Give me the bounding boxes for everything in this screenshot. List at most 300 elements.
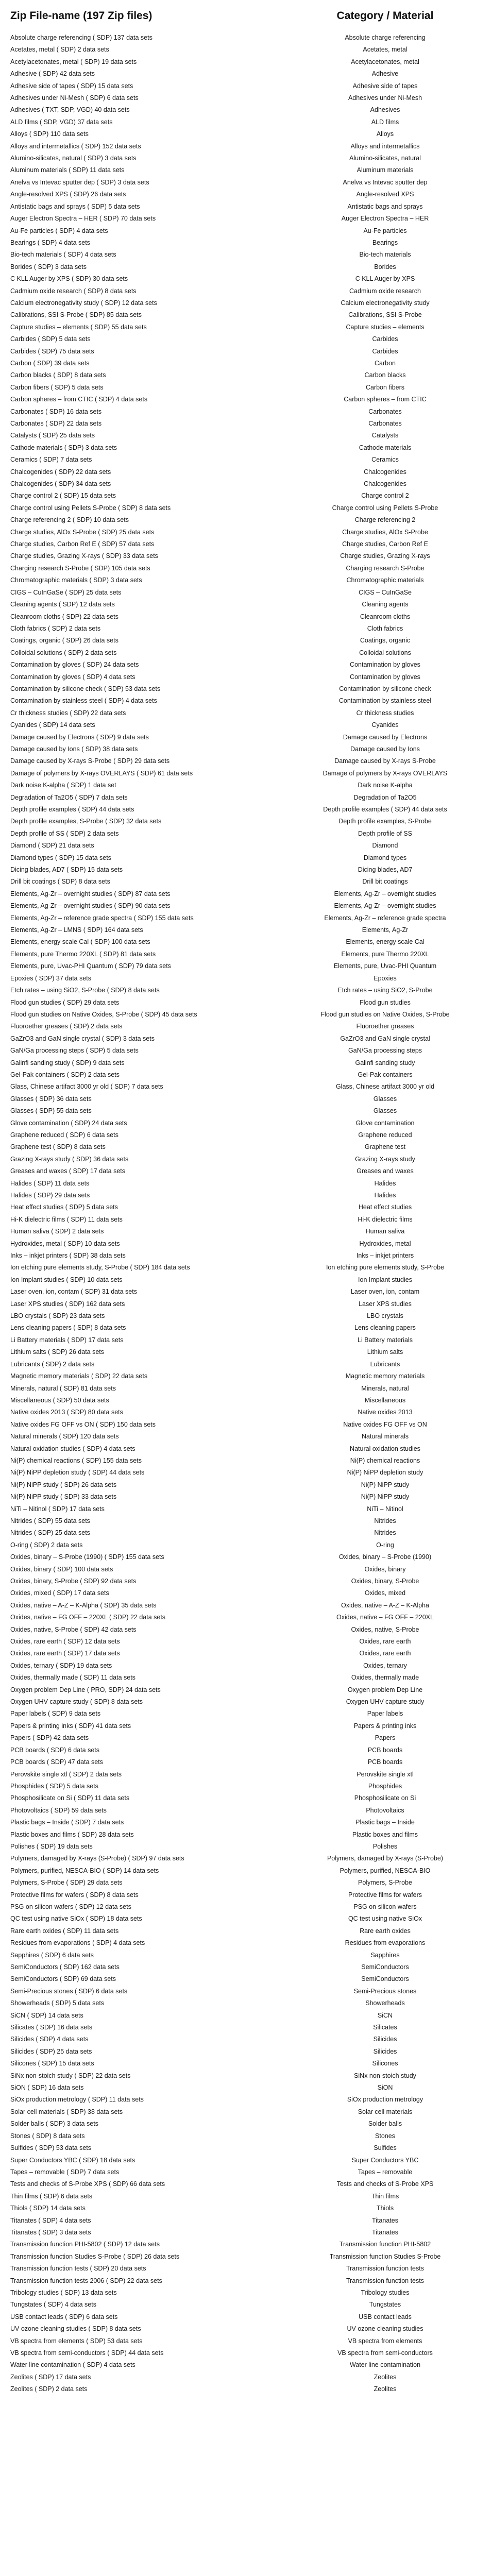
zip-file-name-cell: GaZrO3 and GaN single crystal ( SDP) 3 data sets (10, 1035, 155, 1042)
category-cell: Chromatographic materials (346, 577, 424, 584)
category-cell: Carbon spheres – from CTIC (344, 396, 427, 403)
table-body (10, 32, 471, 2396)
zip-file-name-cell: Li Battery materials ( SDP) 17 data sets (10, 1336, 124, 1344)
table-row (10, 1539, 471, 1551)
zip-file-name-cell: Charging research S-Probe ( SDP) 105 data sets (10, 564, 150, 572)
table-row (10, 924, 471, 936)
category-cell: Colloidal solutions (359, 649, 411, 656)
table-row (10, 960, 471, 972)
zip-file-name-cell: Stones ( SDP) 8 data sets (10, 2132, 85, 2140)
zip-file-name-cell: Cyanides ( SDP) 14 data sets (10, 721, 95, 729)
zip-file-name-cell: Rare earth oxides ( SDP) 11 data sets (10, 1927, 119, 1935)
header-zip-file-name: Zip File-name (197 Zip files) (10, 10, 152, 22)
zip-file-name-cell: ALD films ( SDP, VGD) 37 data sets (10, 118, 113, 126)
category-cell: Tungstates (369, 2301, 401, 2309)
table-row (10, 2275, 471, 2287)
category-cell: LBO crystals (367, 1312, 403, 1320)
category-cell: Damage caused by Electrons (343, 733, 428, 741)
category-cell: SiON (377, 2084, 393, 2092)
category-cell: Cyanides (371, 721, 399, 729)
zip-file-name-cell: Carbon ( SDP) 39 data sets (10, 359, 90, 367)
table-row (10, 1021, 471, 1032)
zip-file-name-cell: Carbonates ( SDP) 22 data sets (10, 420, 102, 427)
zip-file-name-cell: Colloidal solutions ( SDP) 2 data sets (10, 649, 117, 656)
table-row (10, 997, 471, 1009)
zip-file-name-cell: Magnetic memory materials ( SDP) 22 data sets (10, 1372, 148, 1380)
category-cell: Native oxides 2013 (358, 1409, 413, 1416)
category-cell: Charge control using Pellets S-Probe (332, 504, 438, 512)
zip-file-name-cell: Dark noise K-alpha ( SDP) 1 data set (10, 782, 116, 789)
table-row (10, 382, 471, 394)
zip-file-name-cell: Calcium electronegativity study ( SDP) 12 data sets (10, 299, 157, 307)
table-row (10, 840, 471, 852)
table-row (10, 1262, 471, 1274)
category-cell: Oxides, native – A-Z – K-Alpha (341, 1601, 429, 1609)
table-header-row (10, 9, 471, 32)
category-cell: Capture studies – elements (346, 323, 425, 331)
table-row (10, 683, 471, 695)
table-row (10, 1298, 471, 1310)
category-cell: Laser XPS studies (359, 1300, 412, 1308)
table-row (10, 2227, 471, 2239)
table-row (10, 1889, 471, 1901)
table-row (10, 2323, 471, 2335)
table-row (10, 611, 471, 623)
zip-file-name-cell: Carbon spheres – from CTIC ( SDP) 4 data sets (10, 396, 148, 403)
category-cell: Calcium electronegativity study (341, 299, 430, 307)
table-row (10, 189, 471, 200)
zip-file-name-cell: Depth profile of SS ( SDP) 2 data sets (10, 829, 119, 837)
table-row (10, 1937, 471, 1949)
table-row (10, 1406, 471, 1418)
category-cell: Stones (375, 2132, 395, 2140)
category-cell: Oxides, rare earth (359, 1638, 411, 1646)
table-row (10, 1986, 471, 1997)
zip-file-name-cell: Flood gun studies ( SDP) 29 data sets (10, 998, 120, 1006)
category-cell: Oxides, binary, S-Probe (351, 1578, 419, 1585)
category-cell: Phosphides (368, 1782, 402, 1790)
zip-file-name-cell: Laser oven, ion, contam ( SDP) 31 data sets (10, 1288, 137, 1296)
category-cell: Nitrides (374, 1517, 396, 1524)
category-cell: Charging research S-Probe (346, 564, 425, 572)
table-row (10, 1769, 471, 1781)
table-row (10, 719, 471, 731)
table-row (10, 2046, 471, 2058)
table-row (10, 852, 471, 864)
category-cell: Diamond types (363, 854, 407, 861)
category-cell: Charge control 2 (361, 492, 409, 500)
zip-file-name-cell: Damage of polymers by X-rays OVERLAYS ( SDP) 61 data sets (10, 769, 193, 777)
category-cell: Graphene reduced (358, 1131, 412, 1139)
category-cell: Tapes – removable (358, 2168, 413, 2176)
table-row (10, 1817, 471, 1828)
table-row (10, 985, 471, 996)
zip-file-name-cell: LBO crystals ( SDP) 23 data sets (10, 1312, 105, 1320)
category-cell: Elements, Ag-Zr – overnight studies (334, 890, 436, 897)
table-row (10, 1829, 471, 1841)
zip-file-name-cell: Tribology studies ( SDP) 13 data sets (10, 2289, 117, 2296)
table-row (10, 490, 471, 502)
table-row (10, 1503, 471, 1515)
table-row (10, 394, 471, 405)
zip-file-name-cell: Hydroxides, metal ( SDP) 10 data sets (10, 1240, 120, 1247)
zip-file-name-cell: Native oxides 2013 ( SDP) 80 data sets (10, 1409, 123, 1416)
category-cell: Thiols (376, 2205, 394, 2212)
table-row (10, 2178, 471, 2190)
category-cell: Ni(P) NiPP depletion study (347, 1469, 423, 1477)
category-cell: Super Conductors YBC (351, 2156, 419, 2164)
zip-file-name-cell: Lubricants ( SDP) 2 data sets (10, 1360, 95, 1368)
zip-file-name-cell: Transmission function PHI-5802 ( SDP) 12 data sets (10, 2241, 160, 2248)
table-row (10, 285, 471, 297)
zip-file-name-cell: Coatings, organic ( SDP) 26 data sets (10, 637, 118, 645)
category-cell: Heat effect studies (358, 1204, 412, 1211)
table-row (10, 1165, 471, 1177)
zip-file-name-cell: Elements, energy scale Cal ( SDP) 100 data sets (10, 938, 150, 946)
table-row (10, 1575, 471, 1587)
category-cell: Carbides (372, 335, 398, 343)
zip-file-name-cell: USB contact leads ( SDP) 6 data sets (10, 2313, 118, 2320)
category-cell: Drill bit coatings (362, 878, 408, 886)
table-row (10, 1214, 471, 1226)
category-cell: Papers & printing inks (353, 1722, 417, 1730)
category-cell: Charge referencing 2 (354, 516, 416, 524)
zip-file-name-cell: Polymers, damaged by X-rays (S-Probe) ( SDP) 97 data sets (10, 1855, 184, 1862)
zip-file-name-cell: Plastic boxes and films ( SDP) 28 data sets (10, 1831, 134, 1838)
category-cell: Contamination by gloves (350, 661, 420, 669)
zip-file-name-cell: Glasses ( SDP) 55 data sets (10, 1107, 92, 1115)
zip-file-name-cell: Charge referencing 2 ( SDP) 10 data sets (10, 516, 129, 524)
zip-file-name-cell: Sapphires ( SDP) 6 data sets (10, 1951, 94, 1959)
zip-file-name-cell: Charge control using Pellets S-Probe ( SDP) 8 data sets (10, 504, 171, 512)
table-row (10, 1226, 471, 1238)
table-row (10, 574, 471, 586)
zip-file-name-cell: Carbides ( SDP) 75 data sets (10, 347, 94, 355)
zip-file-name-cell: Alloys and intermetallics ( SDP) 152 data sets (10, 142, 141, 150)
zip-file-name-cell: Elements, Ag-Zr – overnight studies ( SDP) 87 data sets (10, 890, 171, 897)
zip-file-name-cell: Ni(P) NiPP study ( SDP) 33 data sets (10, 1493, 117, 1501)
zip-file-name-cell: Silicates ( SDP) 16 data sets (10, 2024, 93, 2031)
category-cell: Hi-K dielectric films (358, 1215, 413, 1223)
table-row (10, 599, 471, 611)
table-row (10, 1997, 471, 2009)
table-row (10, 2010, 471, 2022)
table-row (10, 1587, 471, 1599)
table-row (10, 152, 471, 164)
category-cell: Magnetic memory materials (345, 1372, 425, 1380)
category-cell: Laser oven, ion, contam (350, 1288, 420, 1296)
zip-file-name-cell: Graphene test ( SDP) 8 data sets (10, 1143, 106, 1151)
table-row (10, 1129, 471, 1141)
category-cell: Elements, pure Thermo 220XL (341, 950, 429, 958)
category-cell: NiTi – Nitinol (367, 1505, 403, 1513)
category-cell: SiCN (377, 2011, 393, 2019)
zip-file-name-cell: Anelva vs Intevac sputter dep ( SDP) 3 data sets (10, 178, 149, 186)
category-cell: Tribology studies (361, 2289, 410, 2296)
zip-file-name-cell: Chalcogenides ( SDP) 34 data sets (10, 480, 111, 488)
table-row (10, 442, 471, 454)
zip-file-name-cell: Au-Fe particles ( SDP) 4 data sets (10, 227, 108, 234)
category-cell: Lithium salts (367, 1348, 403, 1356)
table-row (10, 864, 471, 876)
category-cell: Degradation of Ta2O5 (353, 793, 417, 801)
zip-file-name-cell: VB spectra from elements ( SDP) 53 data sets (10, 2337, 143, 2345)
category-cell: Carbides (372, 347, 398, 355)
table-row (10, 454, 471, 466)
category-cell: Etch rates – using SiO2, S-Probe (337, 987, 433, 994)
table-row (10, 2058, 471, 2070)
zip-file-name-cell: Borides ( SDP) 3 data sets (10, 263, 87, 270)
table-row (10, 828, 471, 840)
zip-file-name-cell: Capture studies – elements ( SDP) 55 data sets (10, 323, 147, 331)
table-row (10, 647, 471, 659)
table-row (10, 92, 471, 104)
table-row (10, 406, 471, 418)
table-row (10, 80, 471, 92)
table-row (10, 2130, 471, 2142)
table-row (10, 297, 471, 309)
zip-file-name-cell: Contamination by silicone check ( SDP) 53 data sets (10, 685, 161, 692)
category-cell: Natural oxidation studies (350, 1445, 420, 1452)
zip-file-name-cell: Cleanroom cloths ( SDP) 22 data sets (10, 613, 118, 620)
table-row (10, 659, 471, 671)
zip-file-name-cell: PCB boards ( SDP) 47 data sets (10, 1758, 103, 1766)
category-cell: Borides (374, 263, 396, 270)
zip-file-name-cell: Elements, Ag-Zr – overnight studies ( SDP) 90 data sets (10, 902, 171, 910)
table-row (10, 1950, 471, 1961)
zip-file-name-cell: Oxides, binary – S-Probe (1990) ( SDP) 155 data sets (10, 1553, 164, 1561)
zip-file-name-cell: Ceramics ( SDP) 7 data sets (10, 456, 92, 464)
zip-file-name-cell: PCB boards ( SDP) 6 data sets (10, 1746, 99, 1754)
table-row (10, 2359, 471, 2371)
category-cell: Bio-tech materials (359, 251, 411, 259)
zip-file-name-cell: Oxides, native – FG OFF – 220XL ( SDP) 22 data sets (10, 1614, 166, 1621)
zip-file-name-cell: Cr thickness studies ( SDP) 22 data sets (10, 709, 126, 717)
table-row (10, 237, 471, 249)
category-cell: Silicides (373, 2036, 397, 2043)
zip-file-name-cell: Protective films for wafers ( SDP) 8 data sets (10, 1891, 139, 1899)
zip-file-name-cell: Depth profile examples ( SDP) 44 data sets (10, 806, 134, 813)
category-cell: Angle-resolved XPS (356, 191, 414, 198)
zip-file-name-cell: Papers & printing inks ( SDP) 41 data sets (10, 1722, 131, 1730)
category-cell: Gel-Pak containers (358, 1071, 413, 1078)
table-row (10, 1744, 471, 1756)
category-cell: Oxides, binary – S-Probe (1990) (338, 1553, 432, 1561)
category-cell: Bearings (372, 239, 398, 246)
category-cell: Elements, energy scale Cal (346, 938, 425, 946)
table-row (10, 1419, 471, 1431)
category-cell: Chalcogenides (364, 480, 406, 488)
category-cell: Transmission function tests (346, 2277, 424, 2284)
table-row (10, 68, 471, 80)
zip-file-name-cell: Alloys ( SDP) 110 data sets (10, 130, 89, 138)
zip-file-name-cell: Miscellaneous ( SDP) 50 data sets (10, 1396, 109, 1404)
table-row (10, 2335, 471, 2347)
category-cell: Cadmium oxide research (349, 287, 421, 295)
zip-file-name-cell: Greases and waxes ( SDP) 17 data sets (10, 1167, 126, 1175)
zip-file-name-cell: Ion etching pure elements study, S-Probe ( SDP) 184 data sets (10, 1264, 190, 1272)
table-row (10, 2166, 471, 2178)
category-cell: Oxides, thermally made (351, 1674, 419, 1682)
zip-file-name-cell: Graphene reduced ( SDP) 6 data sets (10, 1131, 118, 1139)
zip-file-name-cell: SiCN ( SDP) 14 data sets (10, 2011, 83, 2019)
category-cell: Dicing blades, AD7 (358, 866, 413, 874)
category-cell: Showerheads (365, 1999, 405, 2007)
zip-file-name-cell: Laser XPS studies ( SDP) 162 data sets (10, 1300, 125, 1308)
table-row (10, 1250, 471, 1262)
table-row (10, 587, 471, 599)
category-cell: Transmission function tests (346, 2265, 424, 2273)
table-row (10, 635, 471, 647)
table-row (10, 973, 471, 985)
category-cell: Paper labels (367, 1710, 403, 1718)
table-row (10, 273, 471, 285)
table-row (10, 1925, 471, 1937)
table-row (10, 2070, 471, 2082)
zip-file-name-cell: Silicides ( SDP) 25 data sets (10, 2047, 92, 2055)
zip-file-name-cell: Papers ( SDP) 42 data sets (10, 1734, 89, 1742)
table-row (10, 1600, 471, 1612)
category-cell: Alloys (376, 130, 394, 138)
table-row (10, 1672, 471, 1684)
zip-file-name-cell: Auger Electron Spectra – HER ( SDP) 70 data sets (10, 215, 156, 223)
table-row (10, 1383, 471, 1395)
table-row (10, 732, 471, 743)
category-cell: Polishes (372, 1842, 398, 1850)
zip-file-name-cell: Nitrides ( SDP) 55 data sets (10, 1517, 90, 1524)
category-cell: Minerals, natural (361, 1384, 409, 1392)
zip-file-name-cell: Carbides ( SDP) 5 data sets (10, 335, 91, 343)
category-cell: Elements, Ag-Zr (362, 926, 409, 934)
category-cell: Adhesive (371, 70, 399, 78)
zip-file-name-cell: Polymers, purified, NESCA-BIO ( SDP) 14 data sets (10, 1867, 159, 1874)
zip-file-name-cell: Halides ( SDP) 29 data sets (10, 1192, 90, 1199)
table-row (10, 1370, 471, 1382)
zip-file-name-cell: Damage caused by X-rays S-Probe ( SDP) 29 data sets (10, 757, 170, 765)
category-cell: Depth profile of SS (358, 829, 412, 837)
table-row (10, 466, 471, 478)
zip-file-name-cell: Oxides, native, S-Probe ( SDP) 42 data sets (10, 1625, 137, 1633)
category-cell: USB contact leads (359, 2313, 412, 2320)
zip-file-name-cell: Polymers, S-Probe ( SDP) 29 data sets (10, 1879, 123, 1887)
zip-file-name-cell: SemiConductors ( SDP) 69 data sets (10, 1975, 116, 1983)
table-row (10, 563, 471, 574)
zip-file-name-cell: Adhesive ( SDP) 42 data sets (10, 70, 95, 78)
zip-file-name-cell: Elements, pure, Uvac-PHI Quantum ( SDP) 79 data sets (10, 962, 171, 970)
table-row (10, 309, 471, 321)
table-row (10, 707, 471, 719)
category-cell: Semi-Precious stones (353, 1987, 417, 1995)
category-cell: Contamination by silicone check (339, 685, 431, 692)
zip-file-name-cell: Acetates, metal ( SDP) 2 data sets (10, 46, 109, 54)
category-cell: Oxygen problem Dep Line (347, 1686, 423, 1693)
zip-file-name-cell: Absolute charge referencing ( SDP) 137 data sets (10, 34, 152, 41)
zip-file-name-cell: Ni(P) NiPP depletion study ( SDP) 44 data sets (10, 1469, 145, 1477)
table-row (10, 2106, 471, 2118)
table-row (10, 177, 471, 189)
table-row (10, 1443, 471, 1455)
category-cell: Residues from evaporations (345, 1939, 426, 1947)
table-row (10, 1093, 471, 1105)
category-cell: Solar cell materials (358, 2108, 413, 2115)
category-cell: Perovskite single xtl (357, 1770, 414, 1778)
zip-file-name-cell: Hi-K dielectric films ( SDP) 11 data sets (10, 1215, 123, 1223)
category-cell: Titanates (372, 2228, 398, 2236)
category-cell: Cleaning agents (362, 601, 409, 608)
category-cell: Rare earth oxides (360, 1927, 411, 1935)
table-row (10, 1865, 471, 1877)
zip-file-name-cell: Glasses ( SDP) 36 data sets (10, 1095, 92, 1103)
table-row (10, 779, 471, 791)
zip-file-name-cell: Native oxides FG OFF vs ON ( SDP) 150 data sets (10, 1420, 156, 1428)
table-row (10, 333, 471, 345)
zip-file-name-cell: Super Conductors YBC ( SDP) 18 data sets (10, 2156, 135, 2164)
category-cell: Diamond (372, 842, 398, 850)
category-cell: Glass, Chinese artifact 3000 yr old (335, 1083, 435, 1091)
category-cell: Adhesive side of tapes (352, 82, 418, 90)
zip-file-name-cell: Catalysts ( SDP) 25 data sets (10, 432, 95, 439)
zip-file-name-cell: Etch rates – using SiO2, S-Probe ( SDP) 8 data sets (10, 987, 160, 994)
category-cell: Cathode materials (359, 444, 412, 451)
table-row (10, 346, 471, 358)
table-row (10, 755, 471, 767)
zip-file-name-cell: SiOx production metrology ( SDP) 11 data sets (10, 2096, 144, 2104)
zip-file-name-cell: Bearings ( SDP) 4 data sets (10, 239, 90, 246)
category-cell: Thin films (371, 2192, 399, 2200)
table-row (10, 369, 471, 381)
zip-file-name-cell: Showerheads ( SDP) 5 data sets (10, 1999, 105, 2007)
category-cell: SemiConductors (361, 1975, 409, 1983)
zip-file-name-cell: Halides ( SDP) 11 data sets (10, 1179, 90, 1187)
table-row (10, 1961, 471, 1973)
table-row (10, 1359, 471, 1370)
category-cell: Zeolites (374, 2385, 397, 2393)
table-row (10, 538, 471, 550)
table-row (10, 1154, 471, 1165)
zip-file-name-cell: Nitrides ( SDP) 25 data sets (10, 1529, 90, 1537)
category-cell: Halides (374, 1179, 396, 1187)
category-cell: Titanates (372, 2216, 398, 2224)
header-category-material: Category / Material (336, 10, 434, 22)
zip-file-name-cell: Cloth fabrics ( SDP) 2 data sets (10, 624, 101, 632)
zip-file-name-cell: Sulfides ( SDP) 53 data sets (10, 2144, 92, 2152)
category-cell: Anelva vs Intevac sputter dep (343, 178, 428, 186)
table-row (10, 116, 471, 128)
zip-file-name-cell: Titanates ( SDP) 3 data sets (10, 2228, 91, 2236)
table-row (10, 2251, 471, 2263)
category-cell: Galinfi sanding study (355, 1059, 415, 1066)
table-row (10, 1696, 471, 1708)
category-cell: Adhesives under Ni-Mesh (348, 94, 422, 102)
table-row (10, 1756, 471, 1768)
zip-file-name-cell: Acetylacetonates, metal ( SDP) 19 data sets (10, 58, 137, 65)
zip-file-name-cell: Contamination by stainless steel ( SDP) 4 data sets (10, 697, 157, 705)
zip-file-name-cell: Diamond ( SDP) 21 data sets (10, 842, 94, 850)
table-row (10, 1877, 471, 1889)
table-row (10, 1901, 471, 1913)
category-cell: Native oxides FG OFF vs ON (343, 1420, 427, 1428)
zip-file-name-cell: C KLL Auger by XPS ( SDP) 30 data sets (10, 275, 128, 283)
zip-file-name-cell: Carbonates ( SDP) 16 data sets (10, 408, 102, 415)
category-cell: Elements, pure, Uvac-PHI Quantum (333, 962, 437, 970)
category-cell: Photovoltaics (366, 1806, 404, 1814)
category-cell: Aluminum materials (357, 166, 414, 174)
zip-file-name-cell: Cleaning agents ( SDP) 12 data sets (10, 601, 115, 608)
table-row (10, 623, 471, 635)
table-row (10, 225, 471, 237)
table-row (10, 936, 471, 948)
table-row (10, 1069, 471, 1081)
